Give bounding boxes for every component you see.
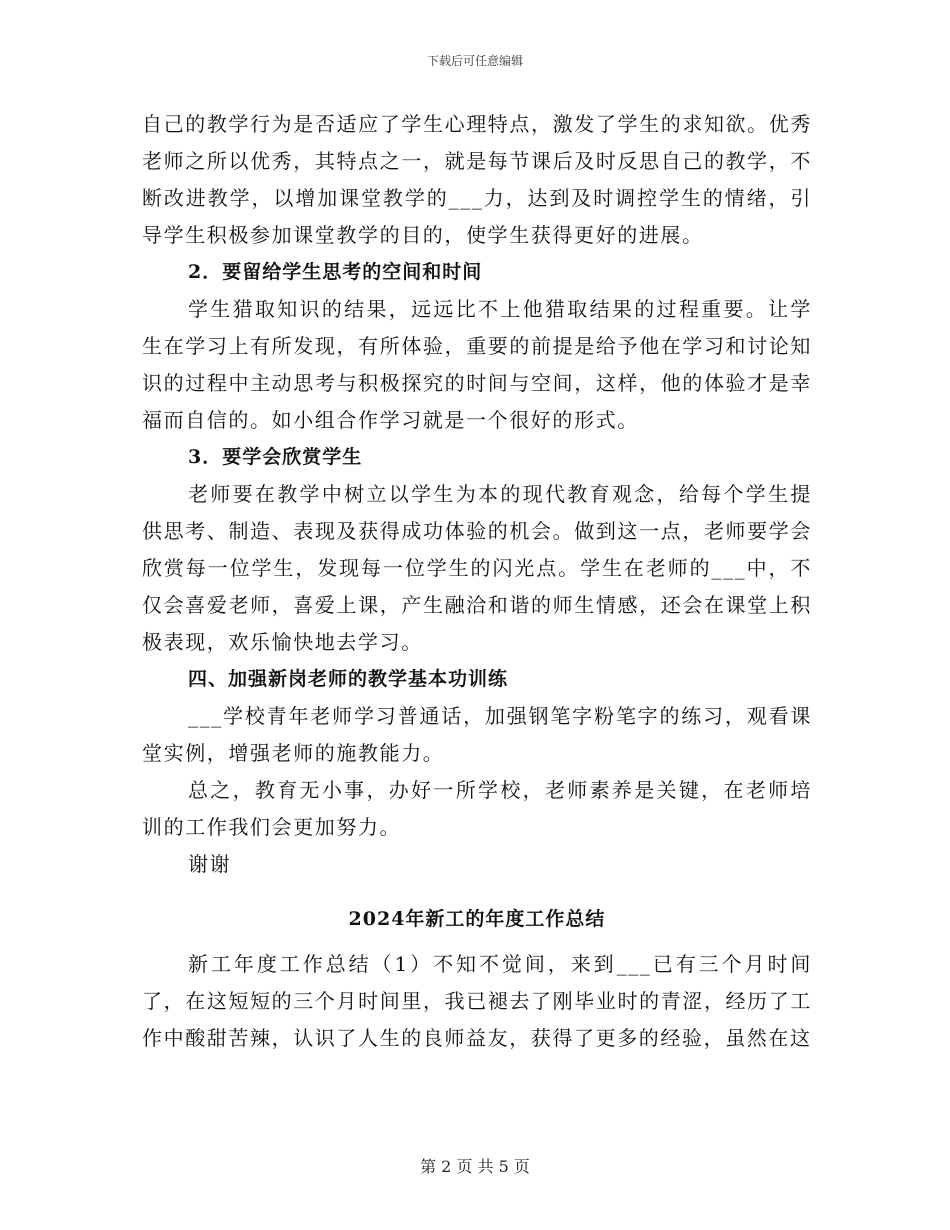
section-heading-2: 2．要留给学生思考的空间和时间 [188, 261, 483, 283]
section-heading-4: 四、加强新岗老师的教学基本功训练 [188, 668, 509, 690]
document-title-2: 2024年新工的年度工作总结 [348, 908, 606, 930]
paragraph-reflection: 自己的教学行为是否适应了学生心理特点，激发了学生的求知欲。优秀老师之所以优秀，其特点之一，就是每节课后及时反思自己的教学，不断改进教学，以增加课堂教学的___力，达到及时调控学生的情绪，引导学生积极参加课堂教学的目的，使学生获得更好的进展。 [142, 112, 812, 247]
paragraph-conclusion: 总之，教育无小事，办好一所学校，老师素养是关键，在老师培训的工作我们会更加努力。 [142, 778, 812, 839]
section-heading-3: 3．要学会欣赏学生 [188, 446, 363, 468]
paragraph-thinking-space: 学生猎取知识的结果，远远比不上他猎取结果的过程重要。让学生在学习上有所发现，有所体验，重要的前提是给予他在学习和讨论知识的过程中主动思考与积极探究的时间与空间，这样，他的体验才是幸福而自信的。如小组合作学习就是一个很好的形式。 [142, 297, 812, 432]
paragraph-training: ___学校青年老师学习普通话，加强钢笔字粉笔字的练习，观看课堂实例，增强老师的施教能力。 [142, 704, 812, 765]
paragraph-appreciate-students: 老师要在教学中树立以学生为本的现代教育观念，给每个学生提供思考、制造、表现及获得成功体验的机会。做到这一点，老师要学会欣赏每一位学生，发现每一位学生的闪光点。学生在老师的___中，不仅会喜爱老师，喜爱上课，产生融洽和谐的师生情感，还会在课堂上积极表现，欢乐愉快地去学习。 [142, 482, 812, 654]
thanks-text: 谢谢 [188, 852, 232, 876]
paragraph-summary-intro: 新工年度工作总结（1）不知不觉间，来到___已有三个月时间了，在这短短的三个月时间里，我已褪去了刚毕业时的青涩，经历了工作中酸甜苦辣，认识了人生的良师益友，获得了更多的经验，虽然在这 [142, 952, 812, 1050]
page-header-note: 下载后可任意编辑 [426, 54, 523, 68]
page-footer: 第 2 页 共 5 页 [420, 1157, 530, 1176]
document-body [142, 106, 812, 1057]
